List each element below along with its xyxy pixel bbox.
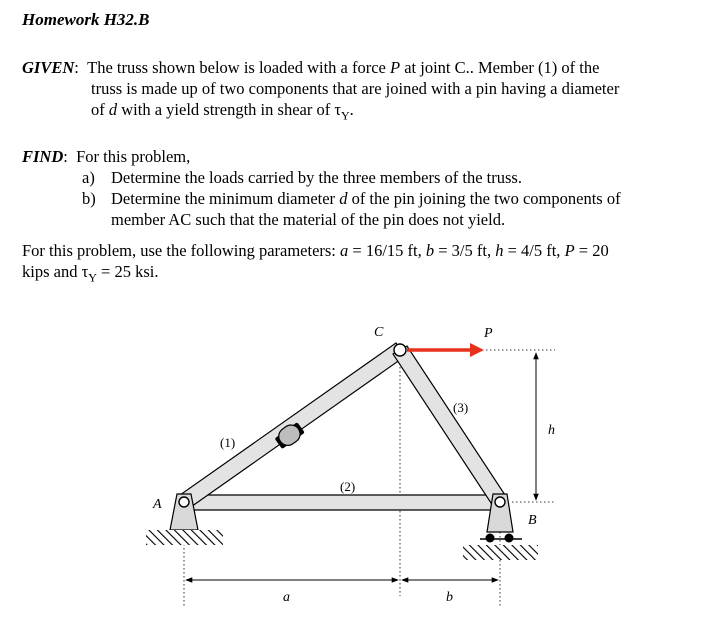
- label-dimension-a: a: [283, 590, 290, 605]
- find-label: FIND: [22, 147, 64, 166]
- given-label: GIVEN: [22, 58, 75, 77]
- label-joint-c: C: [374, 325, 384, 340]
- homework-title: Homework H32.B: [22, 10, 150, 29]
- given-line-2: truss is made up of two components that are joined with a pin having a diameter: [91, 79, 620, 98]
- joint-c-pin: [394, 344, 406, 356]
- member-3: [393, 346, 507, 506]
- find-item-a: a) Determine the loads carried by the three members of the truss.: [82, 168, 522, 187]
- parameters-paragraph: For this problem, use the following parameters: a = 16/15 ft, b = 3/5 ft, h = 4/5 ft, P = 20 kips and $\tau_Y = 25$ ksi.: [22, 241, 609, 285]
- ground-hatch-a: [146, 530, 223, 545]
- ground-hatch-b: [463, 545, 538, 560]
- joint-b-pin: [495, 497, 505, 507]
- label-dimension-h: h: [548, 423, 555, 438]
- label-member-2: (2): [340, 479, 356, 494]
- find-line-intro: FIND: For this problem,: [22, 147, 191, 166]
- label-dimension-b: b: [446, 590, 453, 605]
- force-p-arrowhead: [470, 343, 484, 357]
- truss-diagram: [0, 300, 706, 620]
- given-line-3: of d with a yield strength in shear of $\tau_Y$.: [91, 100, 354, 123]
- joint-a-pin: [179, 497, 189, 507]
- label-force-p: P: [484, 326, 493, 341]
- label-member-1: (1): [220, 435, 236, 450]
- label-joint-b: B: [528, 513, 537, 528]
- label-joint-a: A: [153, 497, 162, 512]
- member-2: [184, 495, 500, 510]
- roller-wheel-right: [505, 534, 514, 543]
- given-line-1: GIVEN: The truss shown below is loaded with a force P at joint C.. Member (1) of the: [22, 58, 600, 77]
- given-section: [22, 57, 692, 126]
- find-item-b: b) Determine the minimum diameter d of the pin joining the two components of member AC such that the material of the pin does not yield.: [82, 189, 621, 229]
- find-section: [22, 146, 692, 230]
- label-member-3: (3): [453, 400, 469, 415]
- roller-wheel-left: [486, 534, 495, 543]
